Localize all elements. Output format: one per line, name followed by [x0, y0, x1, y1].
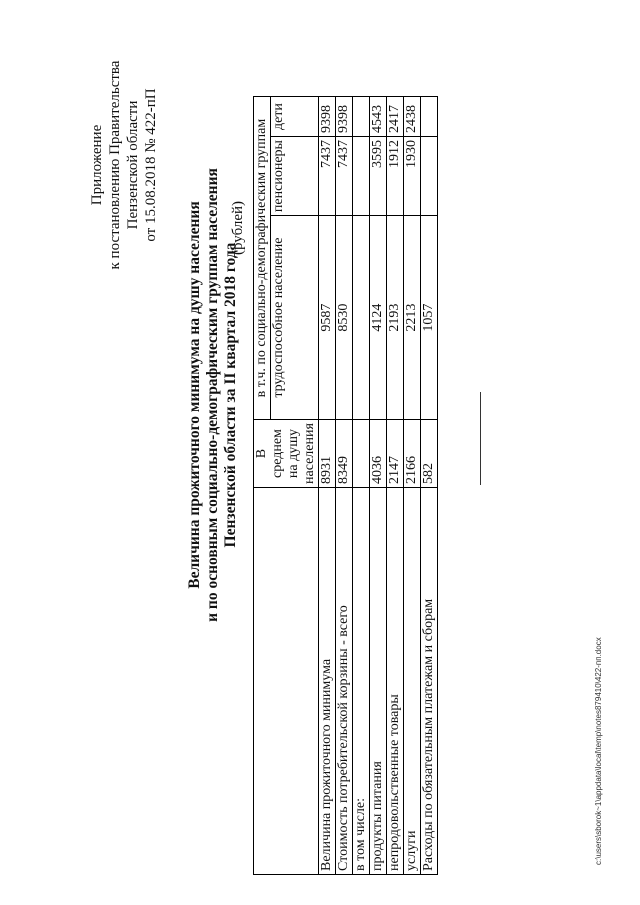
cell-pensioners: 3595	[370, 137, 387, 216]
appendix-line: Приложение	[89, 124, 105, 206]
cell-children: 9398	[319, 97, 336, 137]
table-row	[387, 97, 404, 875]
header-avg: В среднем на душу населения	[254, 420, 319, 488]
table-row	[421, 97, 438, 875]
table-row	[319, 97, 336, 875]
cell-pensioners: 7437	[336, 137, 353, 216]
cell-children	[421, 97, 438, 137]
cell-avg	[353, 420, 370, 488]
cell-children: 2438	[404, 97, 421, 137]
cell-working: 1057	[421, 216, 438, 420]
cell-avg: 4036	[370, 420, 387, 488]
cell-pensioners: 1912	[387, 137, 404, 216]
row-label: Расходы по обязательным платежам и сборам	[421, 488, 438, 875]
footer-file-path: c:\users\sborok~1\appdata\local\temp\notes879410\422-пп.docx	[594, 637, 603, 865]
header-children: дети	[271, 97, 319, 137]
row-label: Величина прожиточного минимума	[319, 488, 336, 875]
cell-avg: 8349	[336, 420, 353, 488]
header-working: трудоспособное население	[271, 216, 319, 420]
table-row	[404, 97, 421, 875]
table-row	[370, 97, 387, 875]
row-label: услуги	[404, 488, 421, 875]
unit-note: (рублей)	[230, 200, 246, 255]
table-row	[336, 97, 353, 875]
cell-avg: 2147	[387, 420, 404, 488]
cell-avg: 2166	[404, 420, 421, 488]
cell-working: 8530	[336, 216, 353, 420]
subsistence-table	[253, 96, 438, 875]
cell-children: 4543	[370, 97, 387, 137]
header-pensioners: пенсионеры	[271, 137, 319, 216]
table-row	[353, 97, 370, 875]
title-line: Пензенской области за II квартал 2018 года	[222, 242, 239, 548]
row-label: непродовольственные товары	[387, 488, 404, 875]
row-label: продукты питания	[370, 488, 387, 875]
cell-children: 2417	[387, 97, 404, 137]
empty-header-cell	[254, 488, 319, 875]
cell-working: 2213	[404, 216, 421, 420]
row-label: Стоимость потребительской корзины - всего	[336, 488, 353, 875]
title-line: Величина прожиточного минимума на душу населения	[186, 201, 203, 589]
appendix-line: к постановлению Правительства	[107, 60, 123, 270]
cell-pensioners	[353, 137, 370, 216]
cell-avg: 8931	[319, 420, 336, 488]
cell-children	[353, 97, 370, 137]
appendix-line: от 15.08.2018 № 422-пП	[143, 88, 159, 242]
header-group-caption: в т.ч. по социально-демографическим группам	[254, 97, 271, 420]
separator-line	[480, 392, 481, 485]
appendix-block	[88, 55, 160, 275]
cell-working: 2193	[387, 216, 404, 420]
cell-working: 4124	[370, 216, 387, 420]
cell-pensioners: 7437	[319, 137, 336, 216]
title-line: и по основным социально-демографическим группам населения	[204, 168, 221, 622]
cell-children: 9398	[336, 97, 353, 137]
cell-avg: 582	[421, 420, 438, 488]
cell-pensioners	[421, 137, 438, 216]
cell-working: 9587	[319, 216, 336, 420]
cell-working	[353, 216, 370, 420]
row-label: в том числе:	[353, 488, 370, 875]
cell-pensioners: 1930	[404, 137, 421, 216]
appendix-line: Пензенской области	[125, 100, 141, 230]
